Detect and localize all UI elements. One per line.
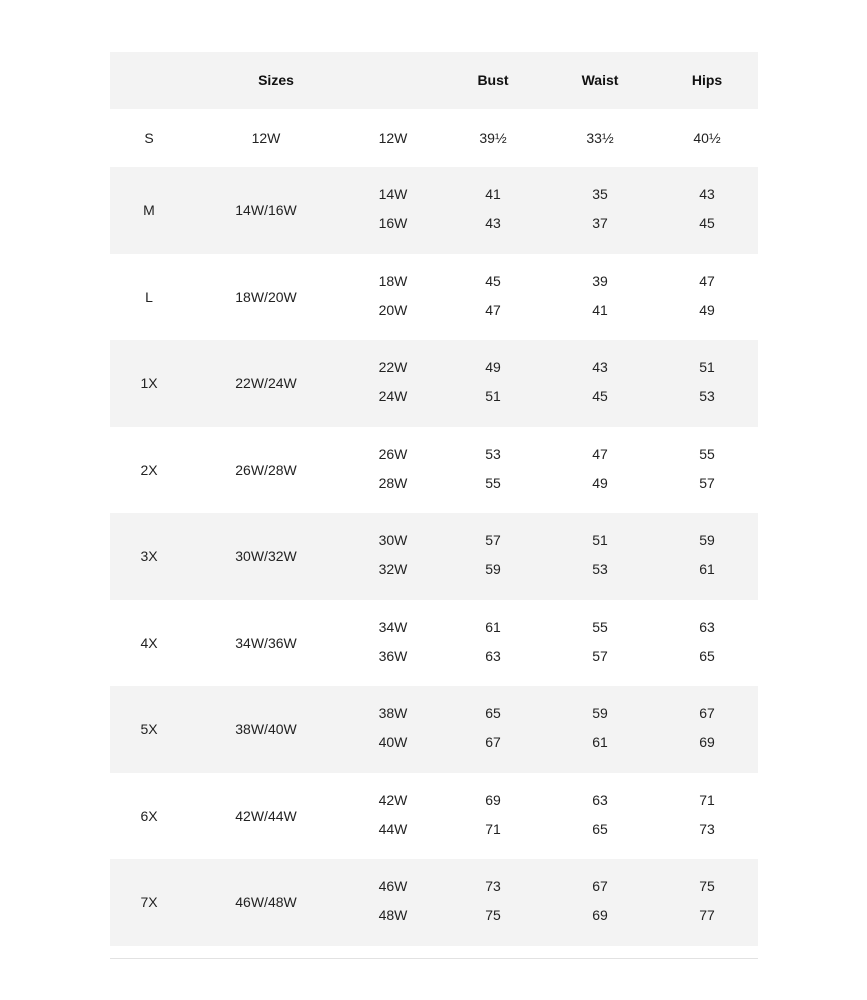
size-range: 26W/28W (235, 461, 297, 478)
waist-value: 49 (592, 474, 608, 491)
size-number: 14W (378, 186, 408, 202)
size-range: 30W/32W (235, 548, 297, 564)
hips-value: 51 (699, 359, 715, 375)
size-chart-table (110, 52, 758, 946)
bust-value: 67 (485, 734, 501, 750)
hips-value: 45 (699, 215, 715, 231)
size-number: 16W (378, 215, 408, 231)
table-row-l (110, 254, 758, 341)
hips-value: 67 (699, 705, 715, 721)
size-number: 12W (378, 130, 408, 146)
size-range: 46W/48W (235, 894, 297, 910)
waist-value: 63 (592, 791, 608, 808)
size-number: 20W (378, 301, 408, 318)
hips-value: 55 (699, 445, 715, 462)
bust-value: 63 (485, 647, 501, 664)
hips-value: 65 (699, 647, 715, 664)
size-label: S (144, 130, 154, 146)
table-row-3x (110, 513, 758, 600)
size-number: 34W (378, 618, 408, 635)
table-row-4x (110, 600, 758, 687)
header-waist: Waist (581, 72, 619, 88)
table-row-6x (110, 773, 758, 860)
size-number: 48W (378, 907, 408, 923)
hips-value: 75 (699, 878, 715, 894)
waist-value: 53 (592, 561, 608, 577)
hips-value: 47 (699, 272, 715, 289)
size-range: 12W (251, 130, 281, 146)
size-label: 2X (140, 461, 158, 478)
waist-value: 45 (592, 388, 608, 404)
table-bottom-divider (110, 958, 758, 959)
size-number: 36W (378, 647, 408, 664)
size-number: 32W (378, 561, 408, 577)
waist-value: 55 (592, 618, 608, 635)
size-range: 34W/36W (235, 634, 297, 651)
size-range: 42W/44W (235, 807, 297, 824)
size-number: 26W (378, 445, 408, 462)
hips-value: 61 (699, 561, 715, 577)
waist-value: 47 (592, 445, 608, 462)
waist-value: 67 (592, 878, 608, 894)
size-range: 18W/20W (235, 288, 297, 305)
waist-value: 41 (592, 301, 608, 318)
size-label: 6X (140, 807, 158, 824)
size-number: 44W (378, 820, 408, 837)
size-label: L (145, 288, 153, 305)
size-number: 24W (378, 388, 408, 404)
size-number: 18W (378, 272, 408, 289)
bust-value: 39½ (479, 130, 507, 146)
table-row-2x (110, 427, 758, 514)
bust-value: 41 (485, 186, 501, 202)
size-range: 14W/16W (235, 202, 297, 218)
bust-value: 51 (485, 388, 501, 404)
bust-value: 53 (485, 445, 501, 462)
hips-value: 57 (699, 474, 715, 491)
size-range: 22W/24W (235, 375, 297, 391)
size-label: M (143, 202, 155, 218)
hips-value: 40½ (693, 130, 721, 146)
waist-value: 65 (592, 820, 608, 837)
bust-value: 49 (485, 359, 501, 375)
waist-value: 61 (592, 734, 608, 750)
bust-value: 73 (485, 878, 501, 894)
header-hips: Hips (691, 72, 723, 88)
table-row-1x (110, 340, 758, 427)
bust-value: 65 (485, 705, 501, 721)
size-number: 38W (378, 705, 408, 721)
size-number: 42W (378, 791, 408, 808)
hips-value: 77 (699, 907, 715, 923)
bust-value: 59 (485, 561, 501, 577)
header-bust: Bust (477, 72, 509, 88)
hips-value: 43 (699, 186, 715, 202)
size-number: 22W (378, 359, 408, 375)
size-number: 40W (378, 734, 408, 750)
bust-value: 71 (485, 820, 501, 837)
waist-value: 37 (592, 215, 608, 231)
bust-value: 61 (485, 618, 501, 635)
waist-value: 33½ (586, 130, 614, 146)
size-range: 38W/40W (235, 721, 297, 737)
waist-value: 39 (592, 272, 608, 289)
table-row-s (110, 109, 758, 167)
size-number: 28W (378, 474, 408, 491)
table-row-m (110, 167, 758, 254)
hips-value: 53 (699, 388, 715, 404)
table-row-7x (110, 859, 758, 946)
waist-value: 69 (592, 907, 608, 923)
hips-value: 49 (699, 301, 715, 318)
size-label: 3X (140, 548, 158, 564)
bust-value: 69 (485, 791, 501, 808)
table-header (110, 52, 758, 109)
bust-value: 75 (485, 907, 501, 923)
hips-value: 73 (699, 820, 715, 837)
size-label: 5X (140, 721, 158, 737)
bust-value: 45 (485, 272, 501, 289)
waist-value: 51 (592, 532, 608, 548)
header-sizes: Sizes (258, 72, 294, 88)
bust-value: 43 (485, 215, 501, 231)
table-row-5x (110, 686, 758, 773)
size-label: 7X (140, 894, 158, 910)
hips-value: 69 (699, 734, 715, 750)
hips-value: 59 (699, 532, 715, 548)
bust-value: 55 (485, 474, 501, 491)
waist-value: 59 (592, 705, 608, 721)
size-number: 46W (378, 878, 408, 894)
waist-value: 35 (592, 186, 608, 202)
waist-value: 43 (592, 359, 608, 375)
size-label: 1X (140, 375, 158, 391)
hips-value: 63 (699, 618, 715, 635)
bust-value: 47 (485, 301, 501, 318)
waist-value: 57 (592, 647, 608, 664)
size-label: 4X (140, 634, 158, 651)
bust-value: 57 (485, 532, 501, 548)
hips-value: 71 (699, 791, 715, 808)
size-number: 30W (378, 532, 408, 548)
